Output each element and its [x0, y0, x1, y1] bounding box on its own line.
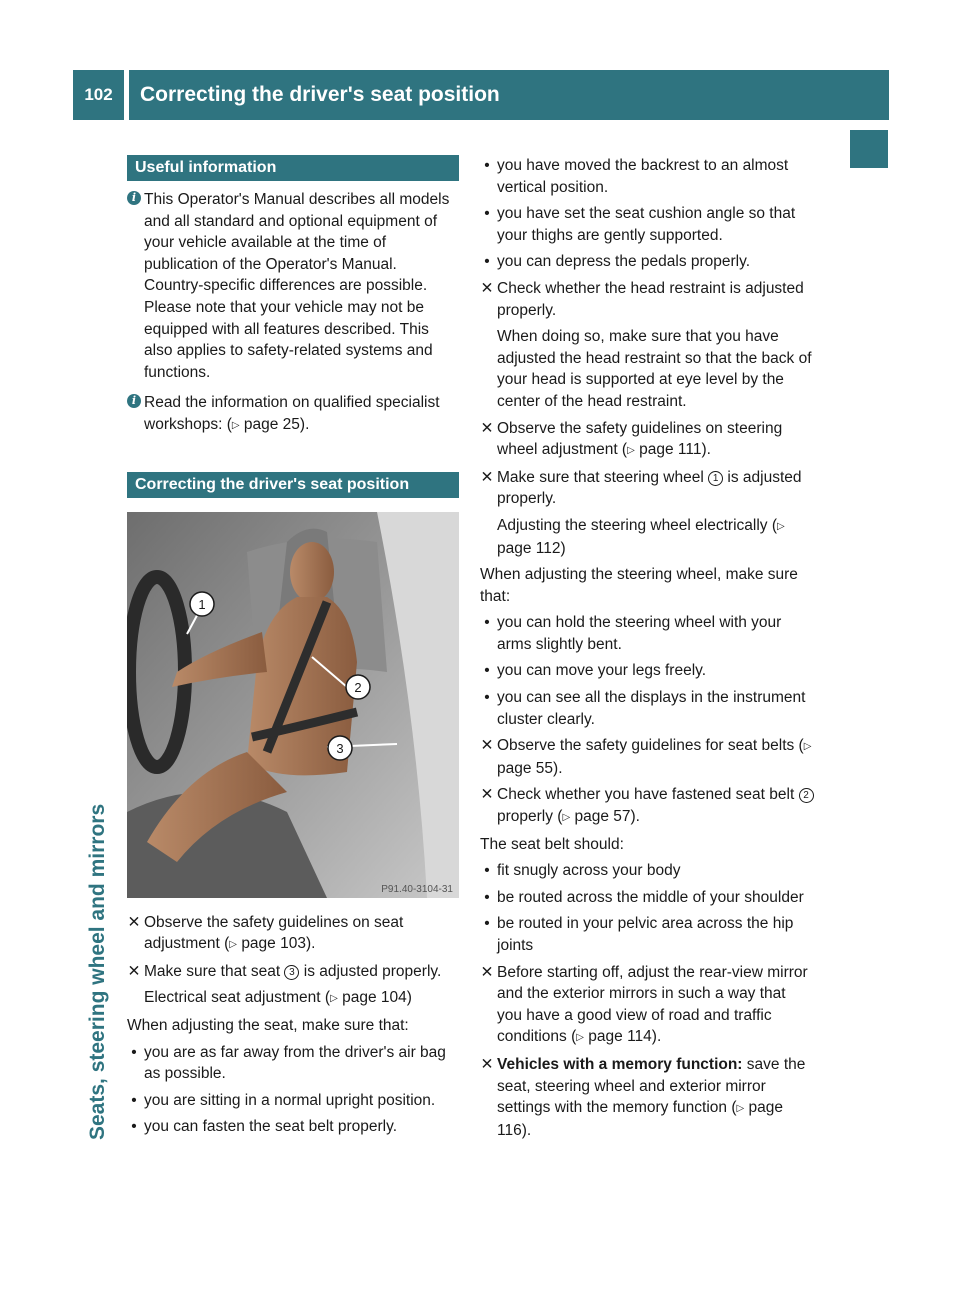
wheel-intro: When adjusting the steering wheel, make sure that:: [480, 566, 798, 605]
list-item: • you are as far away from the driver's air bag as possible.: [127, 1042, 459, 1085]
page-link[interactable]: page 111).: [639, 441, 711, 459]
belt-intro: The seat belt should:: [480, 835, 624, 853]
page-link[interactable]: page 104): [342, 989, 412, 1007]
step-mirrors: ✕ Before starting off, adjust the rear-view mirror and the exterior mirrors in such a way that you have a good view of road and traffic conditions (▷ page 114).: [480, 963, 808, 1046]
useful-info-heading: Useful information: [127, 155, 459, 181]
list-item: • you can hold the steering wheel with your arms slightly bent.: [480, 612, 814, 655]
step-seat-guidelines: ✕ Observe the safety guidelines on seat adjustment (▷ page 103).: [127, 913, 404, 953]
list-item: • you are sitting in a normal upright position.: [127, 1090, 459, 1112]
callout-3: [328, 736, 352, 760]
page-link[interactable]: page 112): [497, 539, 566, 557]
bullet-icon: •: [484, 862, 490, 880]
callout-2: [346, 675, 370, 699]
bullet-icon: •: [131, 1091, 137, 1109]
step-steering-guidelines: ✕ Observe the safety guidelines on steering wheel adjustment (▷ page 111).: [480, 419, 783, 459]
side-tab-block: [850, 130, 888, 168]
section-heading: Correcting the driver's seat position: [127, 472, 459, 498]
page-title: Correcting the driver's seat position: [129, 70, 889, 120]
step-seat-sub: Electrical seat adjustment (▷ page 104): [144, 989, 412, 1007]
bullet-icon: •: [484, 888, 490, 906]
triangle-right-icon: ▷: [736, 1103, 745, 1115]
side-tab-label: Seats, steering wheel and mirrors: [86, 803, 109, 1140]
x-step-icon: ✕: [127, 913, 141, 931]
triangle-right-icon: ▷: [627, 445, 635, 457]
page-link[interactable]: page 103).: [241, 935, 316, 953]
list-item: • you can see all the displays in the instrument cluster clearly.: [480, 687, 814, 730]
x-step-icon: ✕: [480, 786, 494, 804]
x-step-icon: ✕: [127, 962, 141, 980]
info-icon: i: [127, 191, 141, 205]
step-head-restraint: ✕ Check whether the head restraint is adjusted properly.: [480, 279, 804, 319]
page-link[interactable]: page 57).: [574, 808, 640, 826]
page-link[interactable]: page 25).: [243, 415, 310, 433]
list-item: • you can move your legs freely.: [480, 660, 814, 682]
svg-text:3: 3: [336, 740, 344, 756]
step-head-restraint-sub: When doing so, make sure that you have adjusted the head restraint so that the back of your head is supported at eye level by the center of the head restraint.: [497, 328, 812, 410]
list-item: • you can fasten the seat belt properly.: [127, 1116, 459, 1138]
x-step-icon: ✕: [480, 737, 494, 755]
svg-text:1: 1: [198, 596, 206, 612]
list-item: • you have set the seat cushion angle so that your thighs are gently supported.: [480, 203, 814, 246]
x-step-icon: ✕: [480, 963, 494, 981]
callout-ref-2: 2: [799, 788, 814, 803]
page-number: 102: [73, 70, 124, 120]
x-step-icon: ✕: [480, 419, 494, 437]
x-step-icon: ✕: [480, 1055, 494, 1073]
step-steering-wheel: ✕ Make sure that steering wheel 1 is adjusted properly.: [480, 468, 802, 508]
info-icon: i: [127, 394, 141, 408]
triangle-right-icon: ▷: [229, 939, 237, 951]
bullet-icon: •: [131, 1043, 137, 1061]
triangle-right-icon: ▷: [330, 993, 338, 1005]
image-code: P91.40-3104-31: [381, 883, 453, 895]
step-steering-wheel-sub: Adjusting the steering wheel electrically (▷ page 112): [497, 516, 785, 557]
list-item: • be routed in your pelvic area across the hip joints: [480, 913, 814, 956]
page-link[interactable]: page 55).: [497, 759, 563, 777]
list-item: • fit snugly across your body: [480, 860, 814, 882]
bullet-icon: •: [484, 205, 490, 223]
callout-ref-3: 3: [284, 965, 299, 980]
step-seat-adjusted: ✕ Make sure that seat 3 is adjusted properly.: [127, 961, 459, 983]
seat-position-illustration: [127, 512, 459, 898]
info-note-2: i Read the information on qualified specialist workshops: (▷ page 25).: [127, 392, 459, 436]
callout-1: [190, 592, 214, 616]
bullet-icon: •: [484, 662, 490, 680]
list-item: • be routed across the middle of your shoulder: [480, 887, 814, 909]
list-item: • you have moved the backrest to an almost vertical position.: [480, 155, 814, 198]
info-note-1: i This Operator's Manual describes all models and all standard and optional equipment of your vehicle available at the time of publication of the Operator's Manual. Country-specific differences are possible. Please note that your vehicle may not be equipped with all features described. This also applies to safety-related systems and functions.: [127, 189, 459, 383]
triangle-right-icon: ▷: [576, 1032, 584, 1044]
bullet-icon: •: [484, 689, 490, 707]
list-item: • you can depress the pedals properly.: [480, 251, 814, 273]
triangle-right-icon: ▷: [231, 419, 240, 431]
page-link[interactable]: page 116).: [497, 1099, 783, 1139]
bullet-icon: •: [484, 253, 490, 271]
right-column: [480, 155, 814, 1146]
bullet-icon: •: [484, 915, 490, 933]
seat-intro: When adjusting the seat, make sure that:: [127, 1016, 409, 1034]
step-memory: ✕ Vehicles with a memory function: save the seat, steering wheel and exterior mirror settings with the memory function (▷ page 116).: [480, 1055, 806, 1139]
left-column: [127, 155, 459, 1143]
callout-ref-1: 1: [708, 471, 723, 486]
bullet-icon: •: [484, 157, 490, 174]
triangle-right-icon: ▷: [803, 741, 812, 753]
triangle-right-icon: ▷: [777, 520, 785, 532]
triangle-right-icon: ▷: [562, 812, 571, 824]
bullet-icon: •: [131, 1118, 137, 1136]
step-belt-guidelines: ✕ Observe the safety guidelines for seat belts (▷ page 55).: [480, 737, 812, 777]
x-step-icon: ✕: [480, 279, 494, 297]
x-step-icon: ✕: [480, 468, 494, 486]
bullet-icon: •: [484, 614, 490, 632]
svg-text:2: 2: [354, 679, 362, 695]
page-link[interactable]: page 114).: [588, 1028, 662, 1046]
step-belt-fastened: ✕ Check whether you have fastened seat belt 2 properly (▷ page 57).: [480, 784, 814, 828]
driver-figure: [127, 512, 459, 898]
